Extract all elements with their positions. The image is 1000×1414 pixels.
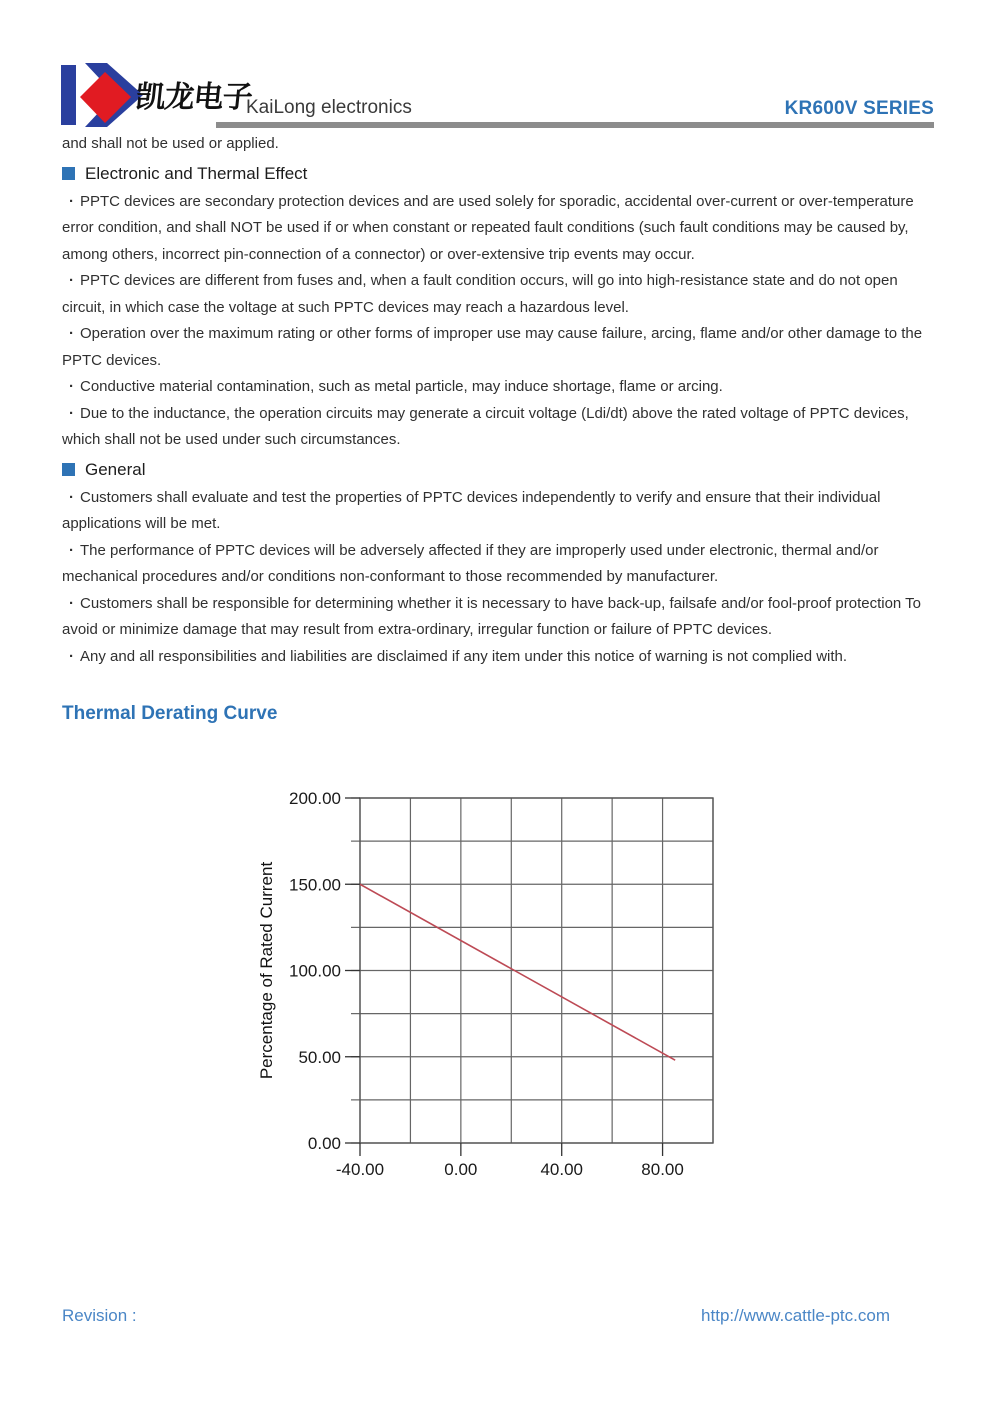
bullet-text: Customers shall be responsible for determining whether it is necessary to have back-up, failsafe and/or fool-proof protection To avoid or minimize damage that may result from extra-ordinary, irregular function or failure of PPTC devices. — [62, 594, 921, 638]
blue-square-bullet-icon — [62, 167, 75, 180]
bullet-item — [62, 189, 936, 269]
section-heading-general — [62, 459, 936, 481]
revision-label: Revision : — [62, 1306, 137, 1325]
bullet-item — [62, 401, 936, 454]
svg-text:Percentage of Rated Current: Percentage of Rated Current — [257, 861, 276, 1080]
bullet-dot-icon: · — [69, 488, 74, 506]
svg-text:0.00: 0.00 — [444, 1160, 478, 1179]
website-link[interactable]: http://www.cattle-ptc.com — [701, 1306, 890, 1325]
bullet-dot-icon: · — [69, 594, 74, 612]
section-heading-label: Electronic and Thermal Effect — [85, 163, 308, 183]
bullet-dot-icon: · — [69, 192, 74, 210]
brand-chinese-text: 凯龙电子 — [133, 80, 254, 115]
svg-text:80.00: 80.00 — [641, 1160, 684, 1179]
bullet-item — [62, 538, 936, 591]
svg-text:40.00: 40.00 — [540, 1160, 583, 1179]
bullet-item — [62, 644, 936, 671]
svg-text:150.00: 150.00 — [289, 875, 341, 895]
bullet-item — [62, 485, 936, 538]
bullet-text: Operation over the maximum rating or other forms of improper use may cause failure, arcing, flame and/or other damage to the PPTC devices. — [62, 325, 923, 369]
section-heading-label: General — [85, 459, 146, 479]
bullet-item — [62, 268, 936, 321]
intro-line: and shall not be used or applied. — [62, 135, 279, 152]
bullet-dot-icon: · — [69, 541, 74, 559]
bullet-item — [62, 591, 936, 644]
header-divider — [216, 122, 934, 128]
series-title: KR600V SERIES — [784, 98, 934, 119]
bullet-dot-icon: · — [69, 378, 74, 395]
warning-text-block — [62, 131, 936, 670]
bullet-item — [62, 374, 936, 401]
bullet-text: Any and all responsibilities and liabilities are disclaimed if any item under this notice of warning is not complied with. — [80, 647, 848, 665]
bullet-dot-icon: · — [69, 647, 74, 665]
svg-text:100.00: 100.00 — [289, 961, 341, 981]
svg-text:-40.00: -40.00 — [335, 1160, 385, 1179]
thermal-derating-chart — [250, 780, 750, 1200]
svg-text:0.00: 0.00 — [307, 1134, 341, 1153]
svg-text:50.00: 50.00 — [298, 1047, 341, 1067]
brand-english-text: KaiLong electronics — [246, 97, 412, 118]
bullet-item — [62, 321, 936, 374]
chart-section-title: Thermal Derating Curve — [62, 703, 278, 724]
bullet-dot-icon: · — [69, 272, 74, 289]
bullet-text: PPTC devices are secondary protection devices and are used solely for sporadic, accidental over-current or over-temperature error condition, and shall NOT be used if or when constant or repeated fault conditions (such fault conditions may be caused by, among others, incorrect pin-connection of a connector) or over-extensive trip events may occur. — [62, 192, 914, 263]
bullet-text: PPTC devices are different from fuses and, when a fault condition occurs, will go into high-resistance state and do not open circuit, in which case the voltage at such PPTC devices may reach a hazardous level. — [62, 272, 898, 316]
section-heading-electronic-thermal — [62, 163, 936, 185]
blue-square-bullet-icon — [62, 463, 75, 476]
bullet-dot-icon: · — [69, 404, 74, 422]
bullet-text: Due to the inductance, the operation circuits may generate a circuit voltage (Ldi/dt) above the rated voltage of PPTC devices, which shall not be used under such circumstances. — [62, 404, 909, 448]
bullet-text: Customers shall evaluate and test the properties of PPTC devices independently to verify and ensure that their individual applications will be met. — [62, 488, 881, 532]
bullet-dot-icon: · — [69, 325, 74, 342]
derating-curve-plot — [250, 780, 750, 1200]
bullet-text: Conductive material contamination, such as metal particle, may induce shortage, flame or arcing. — [80, 378, 723, 395]
bullet-text: The performance of PPTC devices will be adversely affected if they are improperly used under electronic, thermal and/or mechanical procedures and/or conditions non-conformant to those recommended by manufacturer. — [62, 541, 879, 585]
svg-text:200.00: 200.00 — [289, 789, 341, 808]
